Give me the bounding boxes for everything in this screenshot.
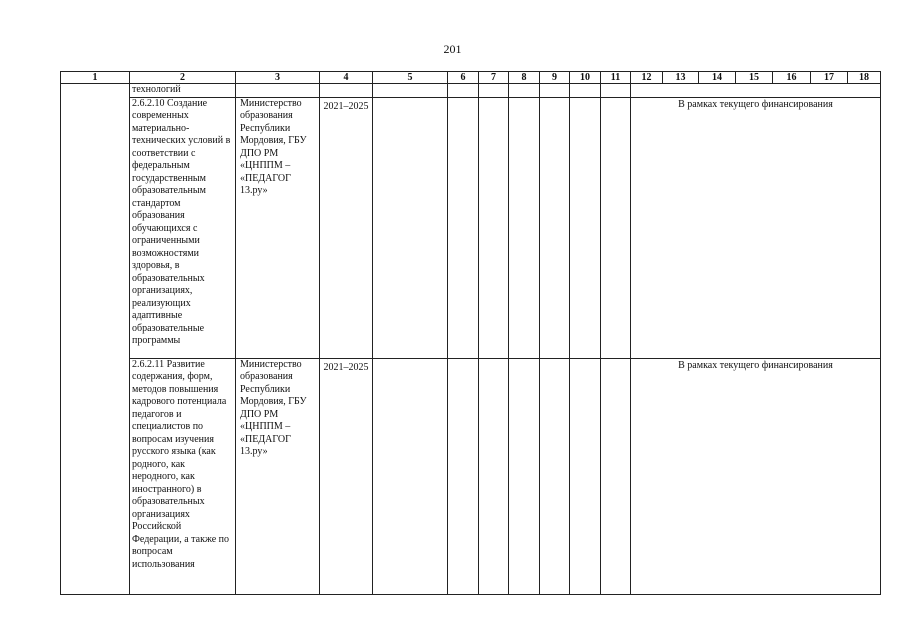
table-row (61, 358, 881, 594)
financing-cell: В рамках текущего финансирования (631, 97, 881, 358)
column-header: 15 (736, 72, 773, 84)
table-row (61, 97, 881, 358)
table-cell (479, 97, 509, 358)
page-number: 201 (443, 42, 462, 56)
table-cell (373, 358, 448, 594)
column-header: 2 (130, 72, 236, 84)
column-header: 9 (540, 72, 570, 84)
table-cell (540, 97, 570, 358)
table-cell (479, 358, 509, 594)
table-cell (570, 97, 601, 358)
column-header: 14 (699, 72, 736, 84)
table-cell (373, 97, 448, 358)
table-cell (448, 97, 479, 358)
column-header: 3 (236, 72, 320, 84)
continuation-text: технологий (130, 84, 236, 98)
table-cell (448, 358, 479, 594)
table-cell (236, 84, 320, 98)
column-header: 6 (448, 72, 479, 84)
table-cell (601, 97, 631, 358)
financing-cell: В рамках текущего финансирования (631, 358, 881, 594)
table-cell (509, 97, 540, 358)
column-header: 12 (631, 72, 663, 84)
measure-cell: 2.6.2.11 Развитие содержания, форм, методов повышения кадрового потенциала педагогов и специалистов по вопросам изучения русского языка (как родного, как неродного, как иностранного) в образовательных организациях Российской Федерации, а также по вопросам использования (130, 358, 236, 594)
table-cell (631, 84, 881, 98)
table-cell (601, 84, 631, 98)
column-header: 10 (570, 72, 601, 84)
table-cell (540, 358, 570, 594)
measure-cell: 2.6.2.10 Создание современных материально-технических условий в соответствии с федеральным государственным образовательным стандартом образования обучающихся с ограниченными возможностями здоровья, в образовательных организациях, реализующих адаптивные образовательные программы (130, 97, 236, 358)
column-header: 7 (479, 72, 509, 84)
table-cell (570, 358, 601, 594)
executor-cell: Министерство образования Республики Мордовия, ГБУ ДПО РМ «ЦНППМ – «ПЕДАГОГ 13.ру» (236, 97, 320, 358)
column-header: 8 (509, 72, 540, 84)
table-cell (61, 84, 130, 595)
column-header: 5 (373, 72, 448, 84)
table-cell (570, 84, 601, 98)
column-header: 17 (811, 72, 848, 84)
table-cell (373, 84, 448, 98)
column-header: 13 (663, 72, 699, 84)
table-cell (320, 84, 373, 98)
period-cell: 2021–2025 (320, 358, 373, 594)
table-cell (540, 84, 570, 98)
table-cell (509, 84, 540, 98)
table-cell (448, 84, 479, 98)
table-cell (509, 358, 540, 594)
period-cell: 2021–2025 (320, 97, 373, 358)
column-header: 18 (848, 72, 881, 84)
plan-table (60, 71, 881, 595)
column-header: 1 (61, 72, 130, 84)
table-cell (479, 84, 509, 98)
table-cell (601, 358, 631, 594)
executor-cell: Министерство образования Республики Мордовия, ГБУ ДПО РМ «ЦНППМ – «ПЕДАГОГ 13.ру» (236, 358, 320, 594)
column-header: 4 (320, 72, 373, 84)
continuation-row (61, 84, 881, 98)
header-row (61, 72, 881, 84)
column-header: 16 (773, 72, 811, 84)
column-header: 11 (601, 72, 631, 84)
